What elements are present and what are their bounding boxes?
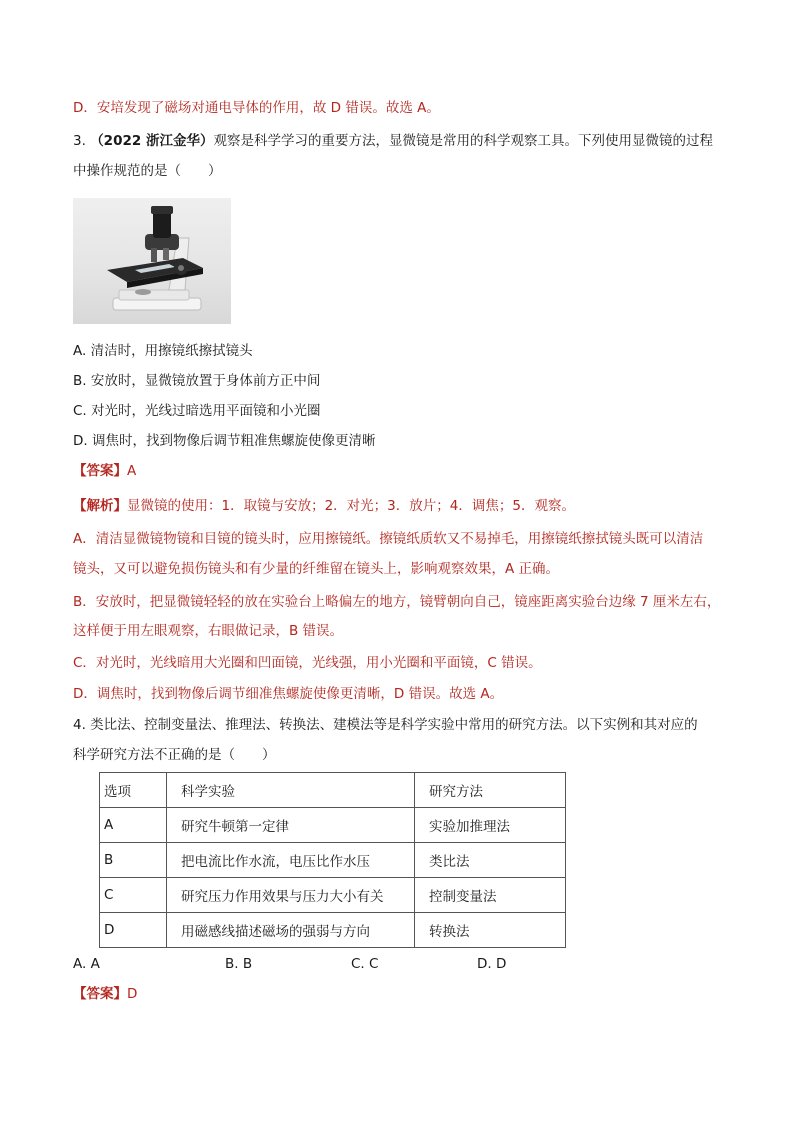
table-row [100,913,566,948]
table-header-cell: 科学实验 [167,773,415,808]
table-header-cell: 研究方法 [415,773,566,808]
table-row [100,843,566,878]
table-cell: 类比法 [415,843,566,878]
previous-conclusion: D．安培发现了磁场对通电导体的作用，故 D 错误。故选 A。 [73,100,440,116]
q3-analysis-intro-line [73,496,575,516]
table-cell: 转换法 [415,913,566,948]
q4-options [73,954,506,974]
q4-stem-line2: 科学研究方法不正确的是（ ） [73,747,276,763]
q4-option-b: B. B [225,956,253,972]
q3-analysis-intro: 显微镜的使用：1．取镜与安放；2．对光；3．放片；4．调焦；5．观察。 [127,498,575,514]
q3-answer-value: A [127,463,137,479]
q3-option-a: A. 清洁时，用擦镜纸擦拭镜头 [73,343,253,359]
q4-answer-tag: 【答案】 [73,986,127,1002]
q3-option-b: B. 安放时，显微镜放置于身体前方正中间 [73,373,321,389]
q3-analysis-line: C．对光时，光线暗用大光圈和凹面镜，光线强，用小光圈和平面镜，C 错误。 [73,655,542,671]
table-cell: D [100,913,167,948]
q3-option-d: D. 调焦时，找到物像后调节粗准焦螺旋使像更清晰 [73,433,376,449]
microscope-illustration [73,198,231,324]
q3-analysis-line: 镜头，又可以避免损伤镜头和有少量的纤维留在镜头上，影响观察效果，A 正确。 [73,561,560,577]
table-header-row [100,773,566,808]
q3-stem-line1 [73,131,713,151]
q4-stem-line1: 4. 类比法、控制变量法、推理法、转换法、建模法等是科学实验中常用的研究方法。以下实例和其对应的 [73,717,698,733]
table-cell: 研究压力作用效果与压力大小有关 [167,878,415,913]
table-cell: 用磁感线描述磁场的强弱与方向 [167,913,415,948]
q3-answer [73,461,136,481]
q4-option-a: A. A [73,956,100,972]
table-cell: B [100,843,167,878]
microscope-image [73,198,231,324]
q3-analysis-tag: 【解析】 [73,498,127,514]
q3-number: 3. [73,133,86,149]
q3-option-c: C. 对光时，光线过暗选用平面镜和小光圈 [73,403,321,419]
q4-option-c: C. C [351,956,379,972]
table-row [100,878,566,913]
q3-stem-text: 观察是科学学习的重要方法，显微镜是常用的科学观察工具。下列使用显微镜的过程 [213,133,713,149]
q3-source: （2022 浙江金华） [90,133,214,149]
q4-answer-value: D [127,986,138,1002]
q3-analysis-line: B．安放时，把显微镜轻轻的放在实验台上略偏左的地方，镜臂朝向自己，镜座距离实验台边缘 7 厘米左右， [73,594,721,610]
q4-option-d: D. D [477,956,507,972]
q3-analysis-line: D．调焦时，找到物像后调节细准焦螺旋使像更清晰，D 错误。故选 A。 [73,686,504,702]
table-cell: 研究牛顿第一定律 [167,808,415,843]
table-cell: 控制变量法 [415,878,566,913]
table-header-cell: 选项 [100,773,167,808]
table-cell: A [100,808,167,843]
q4-methods-table [99,772,566,948]
q3-analysis-line: A．清洁显微镜物镜和目镜的镜头时，应用擦镜纸。擦镜纸质软又不易掉毛，用擦镜纸擦拭镜头既可以清洁 [73,531,704,547]
table-cell: 实验加推理法 [415,808,566,843]
q4-answer [73,984,137,1004]
table-row [100,808,566,843]
table-cell: C [100,878,167,913]
q3-stem-line2: 中操作规范的是（ ） [73,163,222,179]
table-cell: 把电流比作水流，电压比作水压 [167,843,415,878]
q3-analysis-line: 这样便于用左眼观察，右眼做记录，B 错误。 [73,623,344,639]
q3-answer-tag: 【答案】 [73,463,127,479]
